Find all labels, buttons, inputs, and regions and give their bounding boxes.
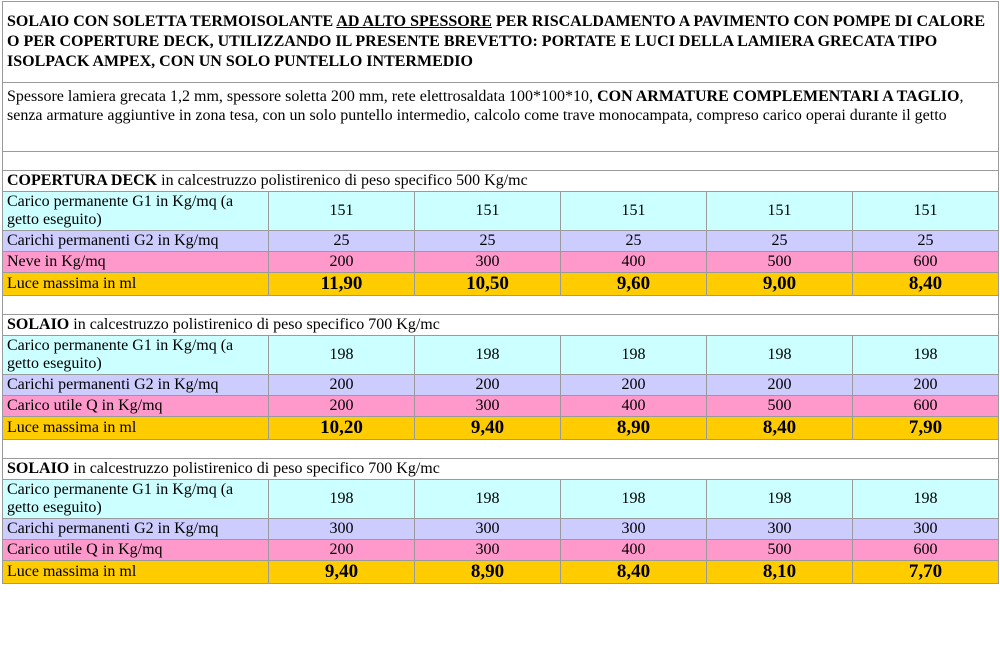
row-label: Carichi permanenti G2 in Kg/mq [3,375,269,396]
value-cell: 200 [853,375,999,396]
value-cell: 400 [561,540,707,561]
title-row [3,2,999,83]
row-label: Carico permanente G1 in Kg/mq (a getto eseguito) [3,336,269,375]
value-cell: 8,90 [561,417,707,440]
load-row [3,540,999,561]
value-cell: 198 [269,336,415,375]
section-heading-bold: SOLAIO [7,316,70,333]
value-cell: 300 [415,396,561,417]
value-cell: 200 [269,540,415,561]
row-label: Carichi permanenti G2 in Kg/mq [3,231,269,252]
page-title [3,2,999,83]
section-heading-text: in calcestruzzo polistirenico di peso specifico 700 Kg/mc [69,316,440,333]
row-label: Carichi permanenti G2 in Kg/mq [3,519,269,540]
value-cell: 198 [415,480,561,519]
section-heading-text: in calcestruzzo polistirenico di peso specifico 500 Kg/mc [157,172,528,189]
intro-description [3,83,999,152]
span-row [3,417,999,440]
value-cell: 300 [415,252,561,273]
row-label: Carico utile Q in Kg/mq [3,396,269,417]
value-cell: 151 [707,192,853,231]
intro-text: Spessore lamiera grecata 1,2 mm, spessore soletta 200 mm, rete elettrosaldata 100*100*10, [7,88,598,105]
value-cell: 500 [707,540,853,561]
value-cell: 8,90 [415,561,561,584]
value-cell: 300 [853,519,999,540]
value-cell: 10,50 [415,273,561,296]
spacer-cell [3,296,999,315]
value-cell: 9,40 [269,561,415,584]
value-cell: 600 [853,252,999,273]
value-cell: 151 [853,192,999,231]
row-label: Luce massima in ml [3,561,269,584]
value-cell: 400 [561,252,707,273]
section-heading [3,171,999,192]
value-cell: 198 [415,336,561,375]
value-cell: 198 [561,480,707,519]
value-cell: 300 [707,519,853,540]
value-cell: 400 [561,396,707,417]
row-label: Carico permanente G1 in Kg/mq (a getto eseguito) [3,480,269,519]
section-heading [3,459,999,480]
row-label: Carico utile Q in Kg/mq [3,540,269,561]
value-cell: 7,70 [853,561,999,584]
value-cell: 9,40 [415,417,561,440]
value-cell: 8,10 [707,561,853,584]
row-label: Luce massima in ml [3,273,269,296]
value-cell: 7,90 [853,417,999,440]
title-underlined-text: AD ALTO SPESSORE [336,13,492,30]
value-cell: 198 [707,480,853,519]
load-row [3,396,999,417]
g2-row [3,375,999,396]
value-cell: 25 [561,231,707,252]
row-label: Carico permanente G1 in Kg/mq (a getto eseguito) [3,192,269,231]
intro-bold-text: CON ARMATURE COMPLEMENTARI A TAGLIO [597,88,960,105]
value-cell: 198 [707,336,853,375]
title-text: SOLAIO CON SOLETTA TERMOISOLANTE [7,13,337,30]
value-cell: 200 [561,375,707,396]
value-cell: 200 [707,375,853,396]
load-row [3,252,999,273]
spacer-cell [3,152,999,171]
span-row [3,561,999,584]
value-cell: 198 [269,480,415,519]
value-cell: 25 [269,231,415,252]
title-text-continued: PER RISCALDAMENTO A PAVIMENTO CON POMPE DI CALORE O PER COPERTURE DECK, UTILIZZANDO IL PRESENTE BREVETTO: PORTATE E LUCI DELLA LAMIERA GRECATA TIPO ISOLPACK AMPEX, CON UN SOLO PUNTELLO INTERMEDIO [7,13,985,70]
section-heading-bold: SOLAIO [7,460,70,477]
value-cell: 200 [269,252,415,273]
spacer-row [3,152,999,171]
intro-text-continued: , senza armature aggiuntive in zona tesa, con un solo puntello intermedio, calcolo come trave monocampata, compreso carico operai durante il getto [7,88,964,124]
value-cell: 8,40 [707,417,853,440]
intro-row [3,83,999,152]
value-cell: 200 [415,375,561,396]
value-cell: 198 [561,336,707,375]
value-cell: 300 [415,519,561,540]
section-heading-text: in calcestruzzo polistirenico di peso specifico 700 Kg/mc [69,460,440,477]
value-cell: 200 [269,396,415,417]
section-heading-row [3,171,999,192]
section-heading-bold: COPERTURA DECK [7,172,158,189]
value-cell: 25 [415,231,561,252]
span-table [2,1,999,584]
section-heading-row [3,459,999,480]
value-cell: 500 [707,396,853,417]
value-cell: 8,40 [561,561,707,584]
g2-row [3,231,999,252]
value-cell: 600 [853,540,999,561]
value-cell: 198 [853,336,999,375]
section-heading-row [3,315,999,336]
value-cell: 9,00 [707,273,853,296]
spacer-row [3,296,999,315]
value-cell: 500 [707,252,853,273]
value-cell: 300 [269,519,415,540]
spacer-cell [3,440,999,459]
span-row [3,273,999,296]
g1-row [3,480,999,519]
value-cell: 151 [561,192,707,231]
value-cell: 9,60 [561,273,707,296]
value-cell: 600 [853,396,999,417]
value-cell: 25 [853,231,999,252]
row-label: Luce massima in ml [3,417,269,440]
value-cell: 200 [269,375,415,396]
row-label: Neve in Kg/mq [3,252,269,273]
section-heading [3,315,999,336]
g2-row [3,519,999,540]
spacer-row [3,440,999,459]
g1-row [3,336,999,375]
value-cell: 300 [561,519,707,540]
value-cell: 198 [853,480,999,519]
value-cell: 151 [415,192,561,231]
value-cell: 151 [269,192,415,231]
value-cell: 10,20 [269,417,415,440]
value-cell: 25 [707,231,853,252]
value-cell: 11,90 [269,273,415,296]
value-cell: 8,40 [853,273,999,296]
g1-row [3,192,999,231]
value-cell: 300 [415,540,561,561]
